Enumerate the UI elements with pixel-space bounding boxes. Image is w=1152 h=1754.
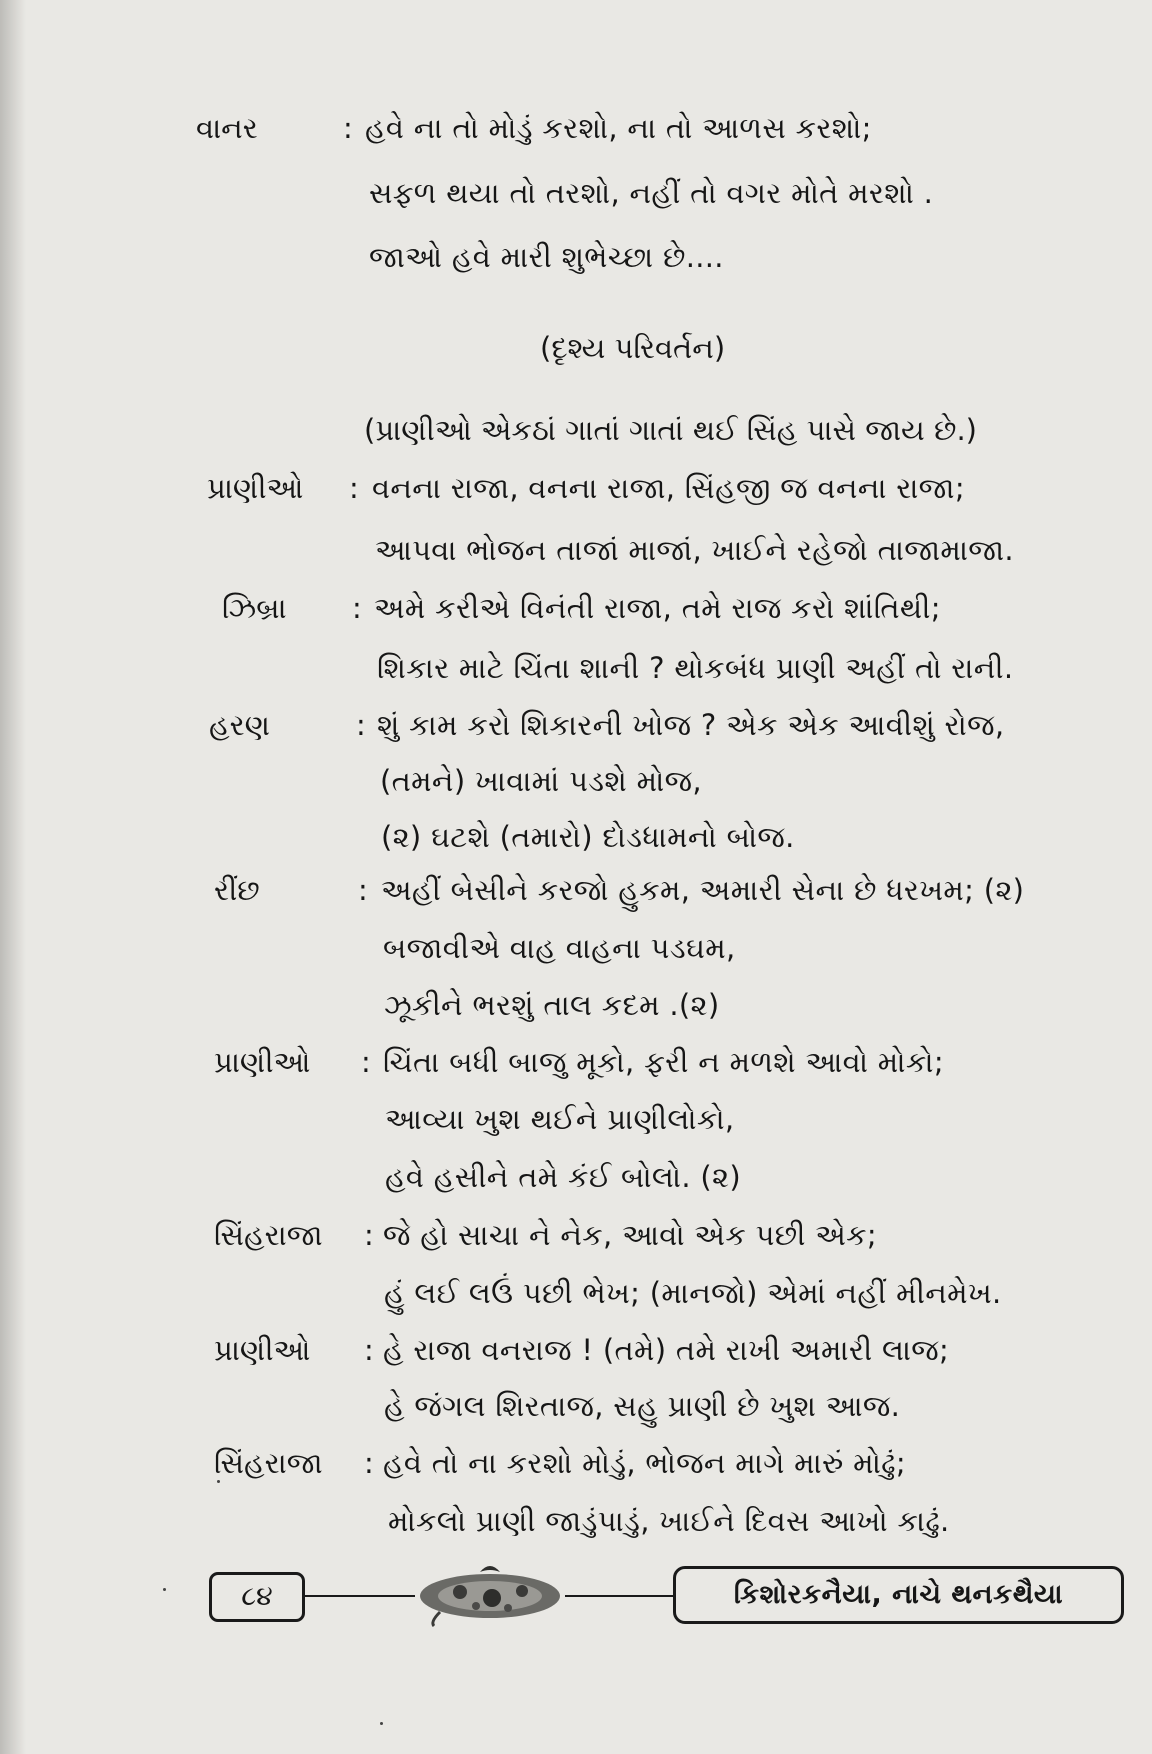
colon: : xyxy=(364,1446,374,1480)
dialogue-line: આવ્યા ખુશ થઈને પ્રાણીલોકો, xyxy=(385,1102,735,1136)
speaker-name: હરણ xyxy=(209,708,270,742)
dialogue-line: મોકલો પ્રાણી જાડુંપાડું, ખાઈને દિવસ આખો કાઢું. xyxy=(388,1504,950,1538)
dialogue-line: વનના રાજા, વનના રાજા, સિંહજી જ વનના રાજા; xyxy=(372,471,965,505)
colon: : xyxy=(361,1045,371,1079)
dialogue-line: હવે હસીને તમે કંઈ બોલો. (૨) xyxy=(385,1160,741,1194)
dialogue-line: જે હો સાચા ને નેક, આવો એક પછી એક; xyxy=(383,1218,877,1252)
dialogue-line: (તમને) ખાવામાં પડશે મોજ, xyxy=(380,764,702,798)
colon: : xyxy=(343,111,353,145)
speaker-name: પ્રાણીઓ xyxy=(214,1045,311,1079)
scene-change-heading: (દૃશ્ય પરિવર્તન) xyxy=(540,331,726,365)
print-speck xyxy=(163,1588,166,1591)
dialogue-line: ઝૂકીને ભરશું તાલ કદમ .(૨) xyxy=(384,988,720,1022)
stage-direction: (પ્રાણીઓ એકઠાં ગાતાં ગાતાં થઈ સિંહ પાસે જાય છે.) xyxy=(364,413,977,447)
dialogue-line: શું કામ કરો શિકારની ખોજ ? એક એક આવીશું રોજ, xyxy=(377,708,1005,742)
colon: : xyxy=(352,591,362,625)
colon: : xyxy=(358,873,368,907)
dialogue-line: અહીં બેસીને કરજો હુકમ, અમારી સેના છે ધરખમ; (૨) xyxy=(381,873,1025,907)
speaker-name: ઝિબ્રા xyxy=(222,591,287,625)
dialogue-line: હું લઈ લઉં પછી ભેખ; (માનજો) એમાં નહીં મીનમેખ. xyxy=(384,1276,1002,1310)
colon: : xyxy=(349,471,359,505)
page-footer xyxy=(0,1548,1152,1638)
ornament-icon xyxy=(410,1556,570,1628)
print-speck xyxy=(380,1722,383,1725)
colon: : xyxy=(364,1333,374,1367)
speaker-name: સિંહરાજા xyxy=(214,1218,323,1252)
colon: : xyxy=(364,1218,374,1252)
footer-rule-left xyxy=(305,1595,415,1597)
page-number: ૮૪ xyxy=(209,1572,305,1622)
dialogue-line: હવે ના તો મોડું કરશો, ના તો આળસ કરશો; xyxy=(365,111,872,145)
dialogue-line: ચિંતા બધી બાજુ મૂકો, ફરી ન મળશે આવો મોકો; xyxy=(383,1045,944,1079)
dialogue-line: બજાવીએ વાહ વાહના પડઘમ, xyxy=(383,931,736,965)
speaker-name: સિંહરાજા xyxy=(214,1446,323,1480)
speaker-name: રીંછ xyxy=(214,873,260,907)
colon: : xyxy=(356,708,366,742)
book-title: કિશોરકનૈયા, નાચે થનકથૈયા xyxy=(673,1566,1124,1624)
dialogue-line: હે રાજા વનરાજ ! (તમે) તમે રાખી અમારી લાજ; xyxy=(383,1333,950,1367)
speaker-name: પ્રાણીઓ xyxy=(207,471,304,505)
speaker-name: વાનર xyxy=(196,111,258,145)
dialogue-line: શિકાર માટે ચિંતા શાની ? થોકબંધ પ્રાણી અહીં તો રાની. xyxy=(377,651,1014,685)
print-speck xyxy=(217,1480,220,1483)
dialogue-line: જાઓ હવે મારી શુભેચ્છા છે.... xyxy=(369,240,724,274)
dialogue-line: અમે કરીએ વિનંતી રાજા, તમે રાજ કરો શાંતિથી; xyxy=(374,591,941,625)
dialogue-line: હવે તો ના કરશો મોડું, ભોજન માગે મારું મોઢું; xyxy=(383,1446,906,1480)
dialogue-line: સફળ થયા તો તરશો, નહીં તો વગર મોતે મરશો . xyxy=(369,176,934,210)
footer-rule-right xyxy=(565,1595,673,1597)
dialogue-line: આપવા ભોજન તાજાં માજાં, ખાઈને રહેજો તાજામાજા. xyxy=(375,533,1014,567)
speaker-name: પ્રાણીઓ xyxy=(214,1333,311,1367)
dialogue-line: હે જંગલ શિરતાજ, સહુ પ્રાણી છે ખુશ આજ. xyxy=(384,1389,901,1423)
dialogue-line: (૨) ઘટશે (તમારો) દોડધામનો બોજ. xyxy=(381,820,795,854)
